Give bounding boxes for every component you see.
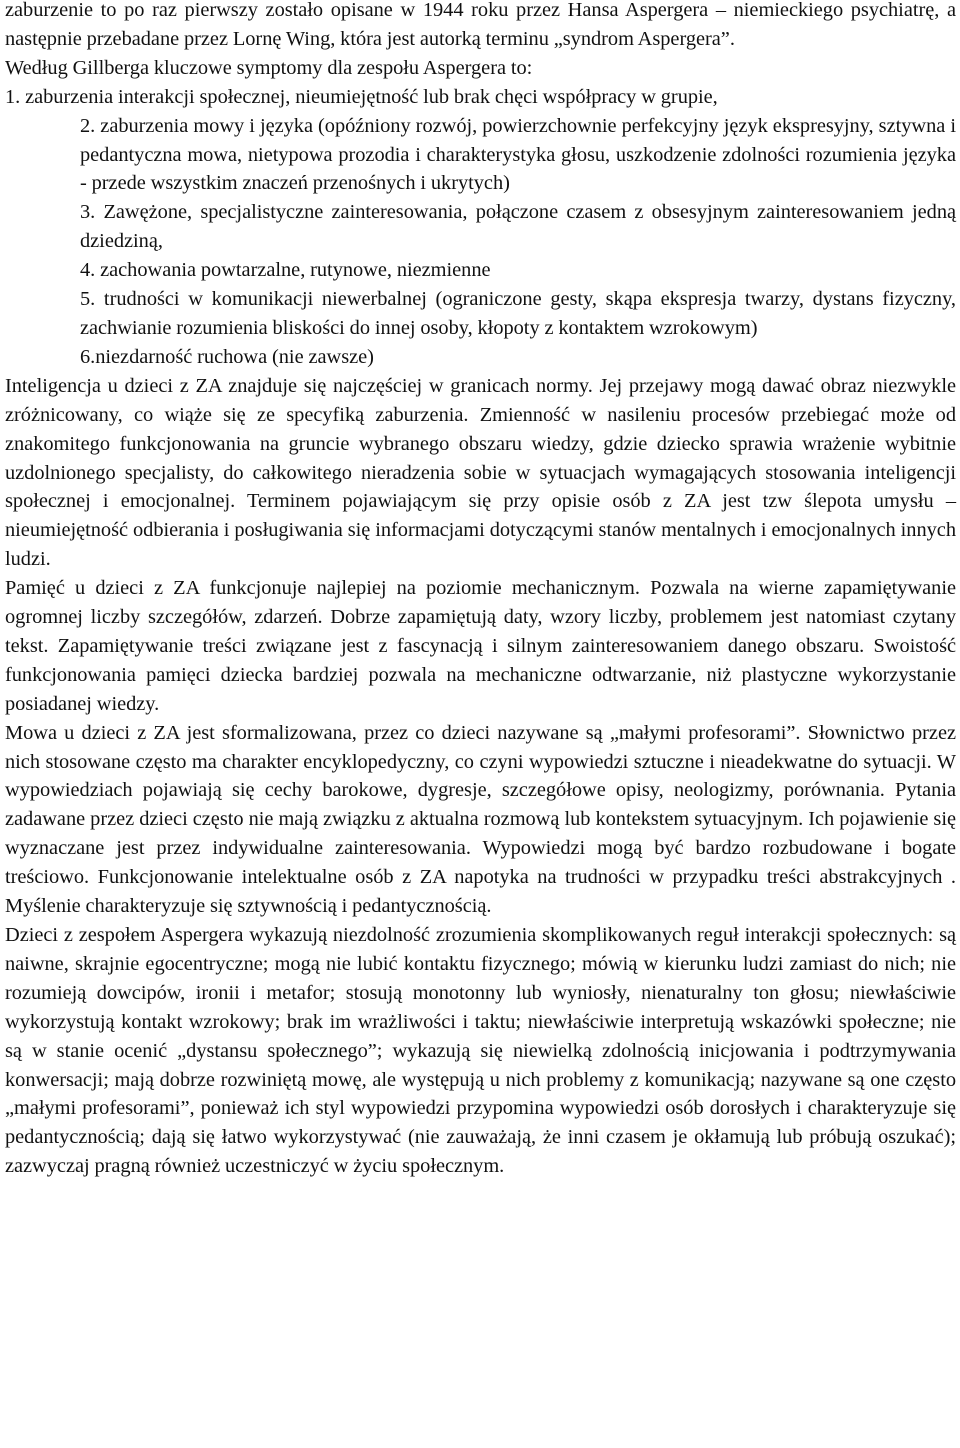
symptom-item xyxy=(5,285,956,343)
symptom-item: 1. zaburzenia interakcji społecznej, nieumiejętność lub brak chęci współpracy w grupie, xyxy=(5,85,718,108)
symptom-item-text: 2. zaburzenia mowy i języka (opóźniony rozwój, powierzchownie perfekcyjny język ekspresyjny, sztywna i pedantyczna mowa, nietypowa prozodia i charakterystyka głosu, uszkodzenie zdolności rozumienia języka - przede wszystkim znaczeń przenośnych i ukrytych) xyxy=(80,114,956,195)
symptom-item xyxy=(5,343,956,372)
symptoms-list xyxy=(5,83,956,372)
symptoms-lead-in: Według Gillberga kluczowe symptomy dla zespołu Aspergera to: xyxy=(5,56,533,79)
memory-paragraph: Pamięć u dzieci z ZA funkcjonuje najlepiej na poziomie mechanicznym. Pozwala na wierne zapamiętywanie ogromnej liczby szczegółów, zdarzeń. Dobrze zapamiętują daty, wzory liczby, problemem jest natomiast czytany tekst. Zapamiętywanie treści związane jest z fascynacją i silnym zainteresowaniem danego obszaru. Swoistość funkcjonowania pamięci dziecka bardziej pozwala na mechaniczne odtwarzanie, niż plastyczne wykorzystanie posiadanej wiedzy. xyxy=(5,577,956,715)
symptom-item-text: 3. Zawężone, specjalistyczne zainteresowania, połączone czasem z obsesyjnym zainteresowaniem jedną dziedziną, xyxy=(80,201,956,253)
symptom-item-text: 6.niezdarność ruchowa (nie zawsze) xyxy=(80,345,374,368)
speech-paragraph: Mowa u dzieci z ZA jest sformalizowana, przez co dzieci nazywane są „małymi profesorami”. Słownictwo przez nich stosowane często ma charakter encyklopedyczny, co czyni wypowiedzi sztuczne i nieadekwatne do sytuacji. W wypowiedziach pojawiają się cechy barokowe, dygresje, szczegółowe opisy, neologizmy, porównania. Pytania zadawane przez dzieci często nie mają związku z aktualna rozmową lub kontekstem sytuacyjnym. Ich pojawienie się wyznaczane jest przez indywidualne zainteresowania. Wypowiedzi mogą być bardzo rozbudowane i bogate treściowo. Funkcjonowanie intelektualne osób z ZA napotyka na trudności w przypadku treści abstrakcyjnych . Myślenie charakteryzuje się sztywnością i pedantycznością. xyxy=(5,721,956,918)
symptom-item xyxy=(5,112,956,199)
symptom-item xyxy=(5,198,956,256)
symptom-item-text: 5. trudności w komunikacji niewerbalnej (ograniczone gesty, skąpa ekspresja twarzy, dystans fizyczny, zachwianie rozumienia bliskości do innej osoby, kłopoty z kontaktem wzrokowym) xyxy=(80,288,956,339)
symptom-item-text: 4. zachowania powtarzalne, rutynowe, niezmienne xyxy=(80,259,491,282)
intelligence-paragraph: Inteligencja u dzieci z ZA znajduje się najczęściej w granicach normy. Jej przejawy mogą dawać obraz niezwykle zróżnicowany, co wiąże się ze specyfiką zaburzenia. Zmienność w nasileniu procesów przebiegać może od znakomitego funkcjonowania na gruncie wybranego obszaru wiedzy, gdzie dziecko sprawia wrażenie wybitnie uzdolnionego specjalisty, do całkowitego nieradzenia sobie w sytuacjach wymagających stosowania inteligencji społecznej i emocjonalnej. Terminem pojawiającym się przy opisie osób z ZA jest tzw ślepota umysłu – nieumiejętność odbierania i posługiwania się informacjami dotyczącymi stanów mentalnych i emocjonalnych innych ludzi. xyxy=(5,374,956,571)
symptom-item xyxy=(5,256,956,285)
intro-paragraph: zaburzenie to po raz pierwszy zostało opisane w 1944 roku przez Hansa Aspergera – niemieckiego psychiatrę, a następnie przebadane przez Lornę Wing, która jest autorką terminu „syndrom Aspergera”. xyxy=(5,0,956,50)
social-paragraph: Dzieci z zespołem Aspergera wykazują niezdolność zrozumienia skomplikowanych reguł interakcji społecznych: są naiwne, skrajnie egocentryczne; mogą nie lubić kontaktu fizycznego; mówią w kierunku ludzi zamiast do nich; nie rozumieją dowcipów, ironii i metafor; stosują monotonny lub wyniosły, nienaturalny ton głosu; niewłaściwie wykorzystują kontakt wzrokowy; brak im wrażliwości i taktu; niewłaściwie interpretują wskazówki społeczne; nie są w stanie ocenić „dystansu społecznego”; wykazują się niewielką zdolnością inicjowania i podtrzymywania konwersacji; mają dobrze rozwiniętą mowę, ale występują u nich problemy z komunikacją; nazywane są one często „małymi profesorami”, ponieważ ich styl wypowiedzi przypomina wypowiedzi osób dorosłych i charakteryzuje się pedantycznością; dają się łatwo wykorzystywać (nie zauważają, że inni czasem je okłamują lub próbują oszukać); zazwyczaj pragną również uczestniczyć w życiu społecznym. xyxy=(5,924,956,1178)
